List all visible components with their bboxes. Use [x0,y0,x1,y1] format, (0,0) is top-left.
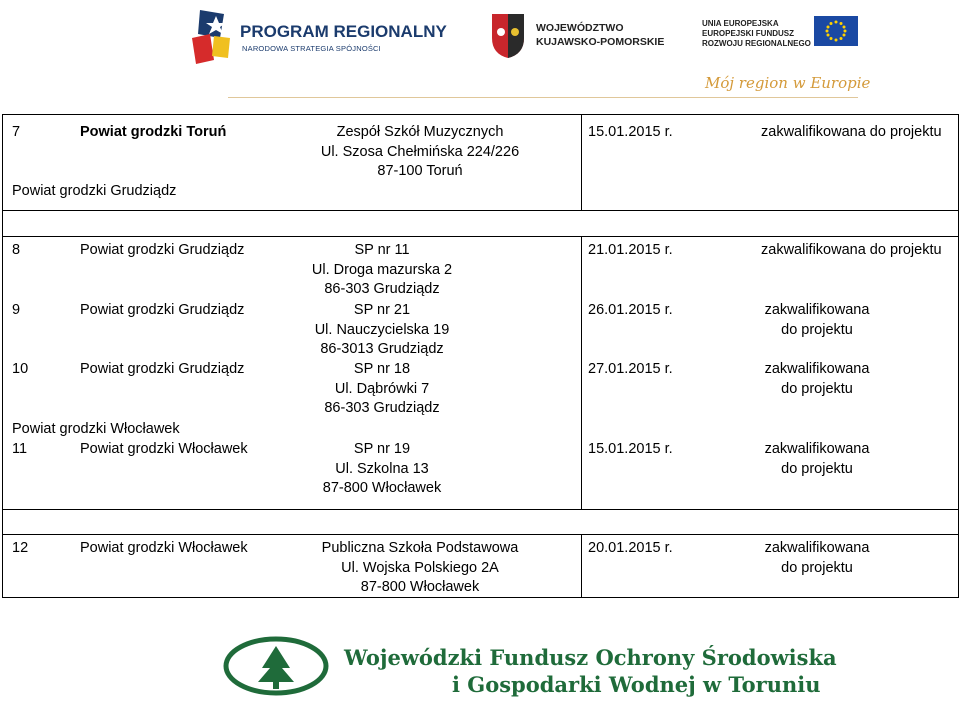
voivodeship-line2: KUJAWSKO-POMORSKIE [536,36,665,48]
entity-name: Powiat grodzki Włocławek [80,441,248,457]
table-rule [2,114,959,115]
eu-logo [700,12,860,58]
table-rule [2,236,959,237]
eu-flag-icon [814,16,858,46]
program-subtitle: NARODOWA STRATEGIA SPÓJNOŚCI [242,44,381,53]
table-rule [2,114,3,598]
program-star-emblem-icon [190,8,238,68]
qualification-status: zakwalifikowana do projektu [761,242,942,258]
table-rule [581,534,582,597]
coat-of-arms-icon [488,10,528,60]
row-number: 9 [12,302,21,318]
table-rule [2,210,959,211]
entity-name: Powiat grodzki Toruń [80,124,227,140]
school-address: SP nr 11 Ul. Droga mazurska 2 86-303 Grudziądz [311,242,453,297]
row-number: 10 [12,361,29,377]
school-address: SP nr 21 Ul. Nauczycielska 19 86-3013 Grudziądz [314,302,450,357]
decision-date: 20.01.2015 r. [588,540,673,556]
group-heading: Powiat grodzki Grudziądz [12,183,177,199]
decision-date: 21.01.2015 r. [588,242,673,258]
entity-name: Powiat grodzki Grudziądz [80,242,245,258]
footer-fund-name: Wojewódzki Fundusz Ochrony Środowiska [344,645,837,670]
decision-date: 27.01.2015 r. [588,361,673,377]
region-slogan: Mój region w Europie [705,74,871,92]
table-rule [2,534,959,535]
school-address: SP nr 19 Ul. Szkolna 13 87-800 Włocławek [322,441,442,496]
qualification-status: zakwalifikowana do projektu [761,124,942,140]
group-heading: Powiat grodzki Włocławek [12,421,180,437]
school-address: Zespół Szkół Muzycznych Ul. Szosa Chełmińska 224/226 87-100 Toruń [320,124,520,179]
decision-date: 15.01.2015 r. [588,124,673,140]
entity-name: Powiat grodzki Włocławek [80,540,248,556]
qualification-status: zakwalifikowana do projektu [764,540,870,576]
voivodeship-line1: WOJEWÓDZTWO [536,22,624,34]
qualification-status: zakwalifikowana do projektu [764,441,870,477]
row-number: 11 [12,441,28,457]
row-number: 8 [12,242,21,258]
school-address: Publiczna Szkoła Podstawowa Ul. Wojska Polskiego 2A 87-800 Włocławek [321,540,519,595]
program-title: PROGRAM REGIONALNY [240,22,447,41]
footer-fund-location: i Gospodarki Wodnej w Toruniu [452,672,821,697]
entity-name: Powiat grodzki Grudziądz [80,302,245,318]
qualification-status: zakwalifikowana do projektu [764,361,870,397]
voivodeship-logo [488,10,665,60]
eu-fund-text: UNIA EUROPEJSKA EUROPEJSKI FUNDUSZ ROZWOJU REGIONALNEGO [702,19,811,48]
table-rule [958,114,959,598]
table-rule [581,236,582,509]
qualification-status: zakwalifikowana do projektu [764,302,870,338]
results-table [2,114,959,598]
school-address: SP nr 18 Ul. Dąbrówki 7 86-303 Grudziądz [324,361,440,416]
table-rule [581,114,582,210]
row-number: 12 [12,540,29,556]
table-rule [2,509,959,510]
decision-date: 15.01.2015 r. [588,441,673,457]
header-divider [228,97,858,98]
decision-date: 26.01.2015 r. [588,302,673,318]
program-regionalny-logo [190,8,447,68]
entity-name: Powiat grodzki Grudziądz [80,361,245,377]
wfos-tree-emblem-icon [222,636,330,696]
row-number: 7 [12,124,21,140]
